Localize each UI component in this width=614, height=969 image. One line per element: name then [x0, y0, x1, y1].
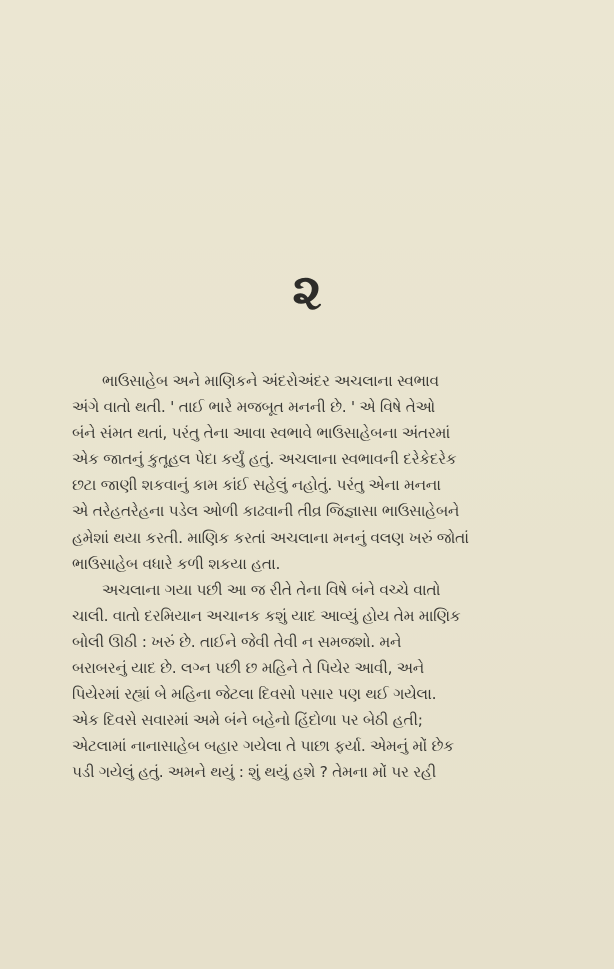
text-line: અચલાના ગયા પછી આ જ રીતે તેના વિષે બંને વચ્ચે વાતો [102, 580, 441, 599]
text-line: બંને સંમત થતાં, પરંતુ તેના આવા સ્વભાવે ભાઉસાહેબના અંતરમાં [72, 424, 450, 443]
text-line: છટા જાણી શકવાનું કામ કાંઈ સહેલું નહોતું. પરંતુ એના મનના [72, 476, 441, 495]
text-line: એક જાતનું કુતૂહલ પેદા કર્યું હતું. અચલાના સ્વભાવની દરેકેદરેક [72, 450, 457, 469]
chapter-number: ૨ [292, 263, 322, 321]
text-line: ચાલી. વાતો દરમિયાન અચાનક કશું યાદ આવ્યું હોય તેમ માણિક [72, 606, 461, 625]
text-line: બોલી ઊઠી : ખરું છે. તાઈને જેવી તેવી ન સમજશો. મને [72, 632, 402, 651]
paragraph-1 [72, 368, 572, 577]
paragraph-2 [72, 577, 572, 786]
text-line: એક દિવસે સવારમાં અમે બંને બહેનો હિંદોળા પર બેઠી હતી; [72, 711, 423, 730]
text-line: એ તરેહતરેહના પડેલ ઓળી કાઢવાની તીવ્ર જિજ્ઞાસા ભાઉસાહેબને [72, 502, 460, 521]
text-line: બરાબરનું યાદ છે. લગ્ન પછી છ મહિને તે પિયેર આવી, અને [72, 659, 424, 678]
text-line: પિયેરમાં રહ્યાં બે મહિના જેટલા દિવસો પસાર પણ થઈ ગયેલા. [72, 685, 437, 704]
text-line: પડી ગયેલું હતું. અમને થયું : શું થયું હશે ? તેમના મોં પર રહી [72, 763, 436, 782]
chapter-body [72, 368, 572, 786]
text-line: ભાઉસાહેબ વધારે કળી શકયા હતા. [72, 554, 281, 573]
text-line: અંગે વાતો થતી. ' તાઈ ભારે મજબૂત મનની છે. ' એ વિષે તેઓ [72, 398, 435, 417]
text-line: ભાઉસાહેબ અને માણિકને અંદરોઅંદર અચલાના સ્વભાવ [102, 372, 439, 390]
text-line: હમેશાં થયા કરતી. માણિક કરતાં અચલાના મનનું વલણ ખરું જોતાં [72, 528, 469, 547]
text-line: એટલામાં નાનાસાહેબ બહાર ગયેલા તે પાછા ફર્યા. એમનું મોં છેક [72, 737, 454, 756]
